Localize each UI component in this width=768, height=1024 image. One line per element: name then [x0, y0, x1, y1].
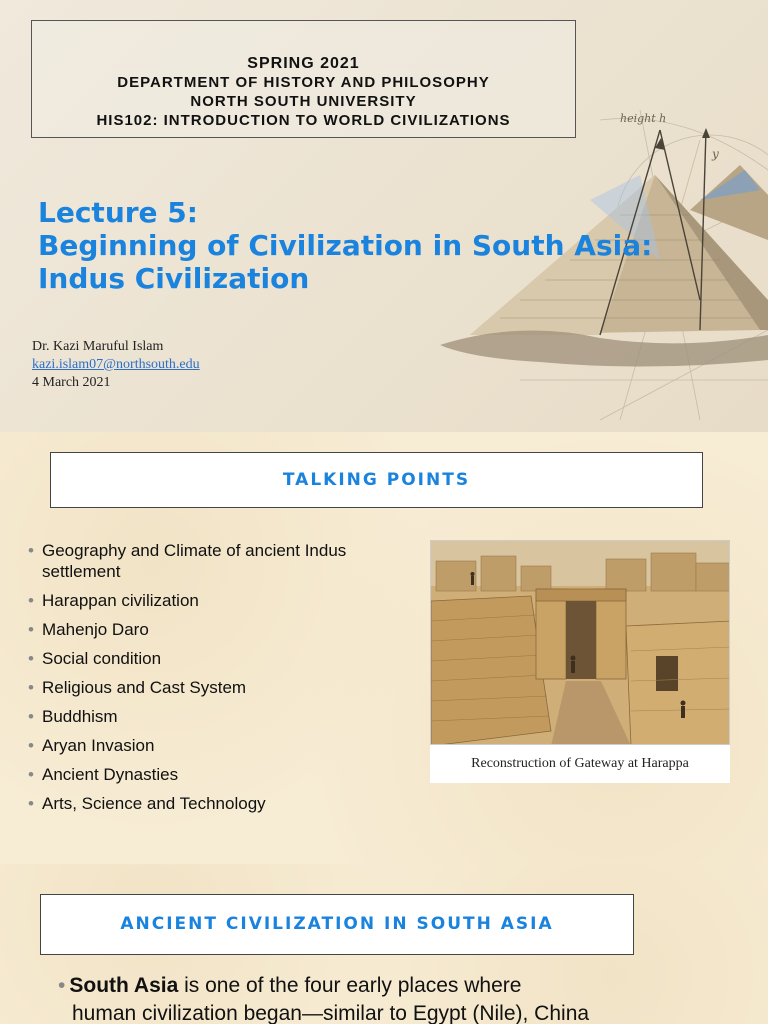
course-label: HIS102: INTRODUCTION TO WORLD CIVILIZATIONS — [96, 112, 511, 129]
list-item: • Religious and Cast System — [28, 677, 358, 698]
harappa-gateway-image — [430, 540, 730, 745]
ancient-civilization-slide — [0, 864, 768, 1024]
body-text-line2: human civilization began—similar to Egypt (Nile), China — [72, 1002, 590, 1024]
slide3-body-text — [58, 972, 758, 1024]
lecture-title — [38, 196, 652, 295]
image-caption-box — [430, 745, 730, 783]
sketch-label-height: height h — [620, 112, 667, 125]
lecture-title-line1: Beginning of Civilization in South Asia: — [38, 229, 653, 262]
list-item: • Aryan Invasion — [28, 735, 358, 756]
list-item: • Buddhism — [28, 706, 358, 727]
course-header-box — [31, 20, 576, 138]
list-item: • Social condition — [28, 648, 358, 669]
semester-label: SPRING 2021 — [247, 55, 360, 72]
harappa-illustration — [431, 541, 730, 745]
list-item: • Ancient Dynasties — [28, 764, 358, 785]
image-caption: Reconstruction of Gateway at Harappa — [471, 756, 689, 771]
lecture-date: 4 March 2021 — [32, 375, 111, 390]
talking-points-title: TALKING POINTS — [50, 452, 703, 508]
author-name: Dr. Kazi Maruful Islam — [32, 339, 164, 354]
list-item: • Arts, Science and Technology — [28, 793, 358, 814]
body-text-rest: is one of the four early places where — [178, 974, 522, 997]
list-item: • Geography and Climate of ancient Indus settlement — [28, 540, 358, 582]
list-item: • Harappan civilization — [28, 590, 358, 611]
talking-points-list — [28, 540, 358, 822]
lecture-title-line2: Indus Civilization — [38, 262, 310, 295]
talking-points-slide — [0, 432, 768, 864]
bullet-dot: • — [58, 974, 66, 997]
title-slide — [0, 0, 768, 432]
lecture-number: Lecture 5: — [38, 196, 198, 229]
university-label: NORTH SOUTH UNIVERSITY — [190, 93, 417, 110]
bold-lead: South Asia — [69, 974, 179, 997]
author-block — [32, 338, 200, 392]
author-email-link[interactable]: kazi.islam07@northsouth.edu — [32, 357, 200, 372]
sketch-label-y: y — [712, 147, 719, 161]
department-label: DEPARTMENT OF HISTORY AND PHILOSOPHY — [117, 74, 490, 91]
ancient-civilization-title: ANCIENT CIVILIZATION IN SOUTH ASIA — [40, 894, 634, 955]
list-item: • Mahenjo Daro — [28, 619, 358, 640]
